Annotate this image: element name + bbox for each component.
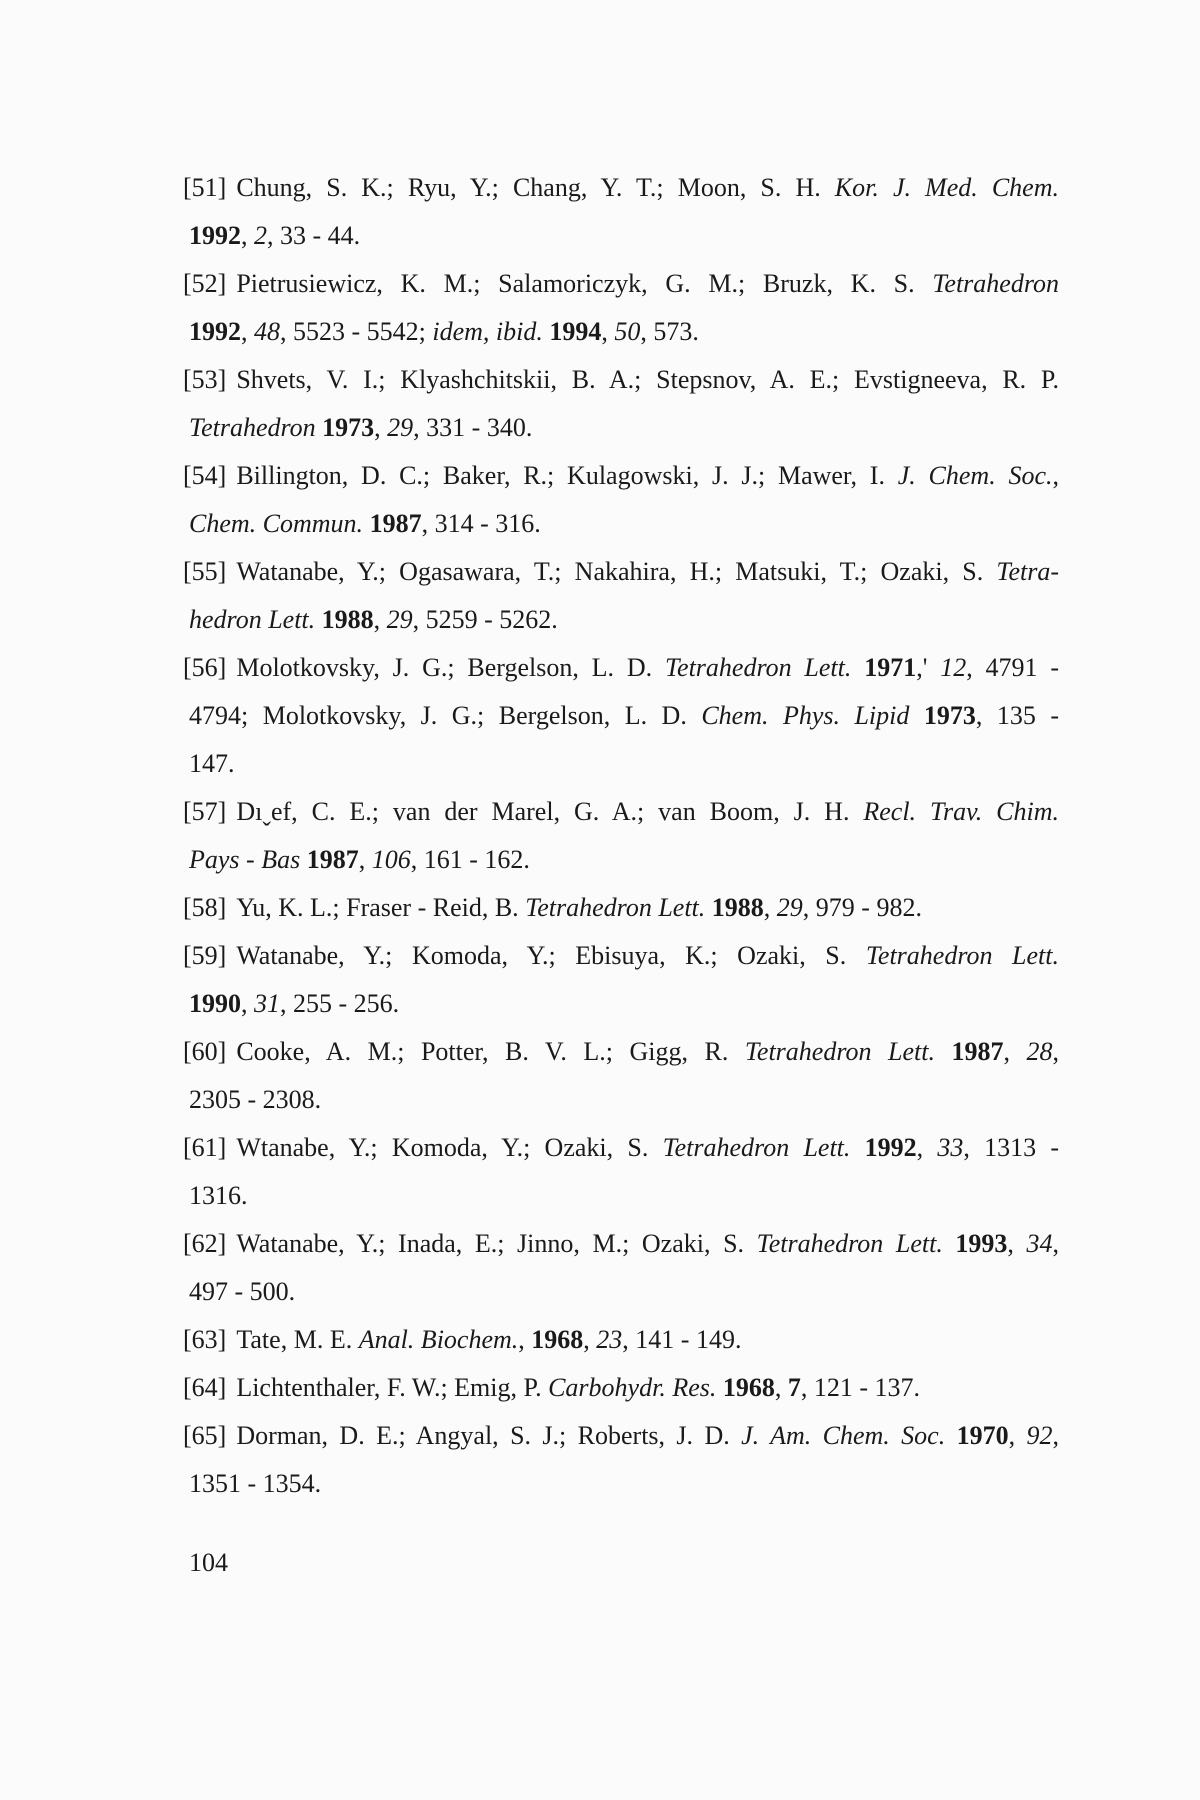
journal-or-volume-text: Chem. Commun. — [189, 509, 364, 538]
reference-entry — [183, 1364, 1059, 1412]
citation-text: , 979 - 982. — [802, 893, 922, 922]
reference-line — [183, 164, 1059, 212]
reference-entry — [183, 1028, 1059, 1124]
citation-text: 1316. — [189, 1181, 248, 1210]
journal-or-volume-text: 33 — [937, 1133, 964, 1162]
reference-line — [183, 548, 1059, 596]
citation-text: , 1313 - — [963, 1133, 1059, 1162]
year-text: 1973 — [322, 413, 375, 442]
year-text: 7 — [787, 1373, 801, 1402]
year-text: 1992 — [189, 317, 241, 346]
citation-text: Billington, D. C.; Baker, R.; Kulagowski, J. J.; Mawer, I. — [236, 461, 898, 490]
citation-text: , — [583, 1325, 597, 1354]
citation-text — [945, 1421, 956, 1450]
journal-or-volume-text: idem, ibid. — [432, 317, 543, 346]
reference-entry — [183, 932, 1059, 1028]
reference-entry — [183, 548, 1059, 644]
reference-line — [183, 1412, 1059, 1460]
citation-text — [909, 701, 923, 730]
journal-or-volume-text: Tetrahedron Lett. — [865, 941, 1059, 970]
journal-or-volume-text: Tetrahedron Lett. — [744, 1037, 935, 1066]
citation-text: 147. — [189, 749, 235, 778]
reference-entry — [183, 644, 1059, 788]
journal-or-volume-text: 34 — [1026, 1229, 1053, 1258]
citation-text: ,' — [916, 653, 941, 682]
citation-text: Chung, S. K.; Ryu, Y.; Chang, Y. T.; Moon, S. H. — [236, 173, 835, 202]
reference-line — [183, 1268, 1059, 1316]
reference-entry — [183, 1220, 1059, 1316]
year-text: 1990 — [189, 989, 241, 1018]
journal-or-volume-text: 28 — [1026, 1037, 1053, 1066]
citation-text: , — [763, 893, 777, 922]
citation-text: Watanabe, Y.; Ogasawara, T.; Nakahira, H.; Matsuki, T.; Ozaki, S. — [236, 557, 997, 586]
citation-text: , 331 - 340. — [413, 413, 533, 442]
citation-text: , 135 - — [975, 701, 1059, 730]
reference-entry — [183, 884, 1059, 932]
journal-or-volume-text: 31 — [254, 989, 280, 1018]
reference-line — [183, 1220, 1059, 1268]
year-text: 1994 — [549, 317, 602, 346]
year-text: 1988 — [321, 605, 374, 634]
reference-entry — [183, 1124, 1059, 1220]
reference-line — [183, 356, 1059, 404]
citation-text: , — [1007, 1229, 1027, 1258]
reference-line — [183, 212, 1059, 260]
year-text: 1970 — [956, 1421, 1009, 1450]
citation-text: 4794; Molotkovsky, J. G.; Bergelson, L. D. — [189, 701, 702, 730]
reference-line — [183, 500, 1059, 548]
journal-or-volume-text: 92 — [1026, 1421, 1053, 1450]
citation-text: 2305 - 2308. — [189, 1085, 322, 1114]
reference-line — [183, 788, 1059, 836]
citation-text: Wtanabe, Y.; Komoda, Y.; Ozaki, S. — [236, 1133, 663, 1162]
journal-or-volume-text: Kor. J. Med. Chem. — [834, 173, 1059, 202]
reference-line — [183, 452, 1059, 500]
citation-text: , — [241, 989, 254, 1018]
citation-text: Cooke, A. M.; Potter, B. V. L.; Gigg, R. — [236, 1037, 745, 1066]
citation-text: 1351 - 1354. — [189, 1469, 322, 1498]
citation-text: , — [1052, 1037, 1059, 1066]
journal-or-volume-text: 48 — [254, 317, 280, 346]
reference-line — [183, 1460, 1059, 1508]
reference-entry — [183, 1316, 1059, 1364]
reference-number: [61] — [183, 1133, 227, 1162]
journal-or-volume-text: Carbohydr. Res. — [548, 1373, 717, 1402]
journal-or-volume-text: J. Chem. Soc. — [897, 461, 1053, 490]
journal-or-volume-text: 50 — [614, 317, 641, 346]
reference-line — [183, 644, 1059, 692]
citation-text — [935, 1037, 952, 1066]
year-text: 1992 — [864, 1133, 917, 1162]
citation-text: , 255 - 256. — [280, 989, 400, 1018]
reference-number: [65] — [183, 1421, 227, 1450]
journal-or-volume-text: Chem. Phys. Lipid — [701, 701, 910, 730]
reference-number: [55] — [183, 557, 227, 586]
year-text: 1988 — [711, 893, 764, 922]
citation-text — [943, 1229, 956, 1258]
citation-text: , — [1003, 1037, 1027, 1066]
year-text: 1992 — [189, 221, 241, 250]
reference-line — [183, 836, 1059, 884]
citation-text: , — [374, 413, 388, 442]
reference-number: [60] — [183, 1037, 227, 1066]
journal-or-volume-text: Tetrahedron — [189, 413, 316, 442]
citation-text: , 314 - 316. — [421, 509, 541, 538]
page-number: 104 — [189, 1548, 228, 1577]
citation-text: Pietrusiewicz, K. M.; Salamoriczyk, G. M.; Bruzk, K. S. — [236, 269, 933, 298]
journal-or-volume-text: Pays - Bas — [189, 845, 301, 874]
reference-line — [183, 1124, 1059, 1172]
reference-list — [183, 164, 1059, 1508]
year-text: 1971 — [864, 653, 917, 682]
reference-line — [183, 884, 1059, 932]
citation-text: Dıˬef, C. E.; van der Marel, G. A.; van Boom, J. H. — [236, 797, 864, 826]
journal-or-volume-text: 29 — [776, 893, 803, 922]
reference-number: [54] — [183, 461, 227, 490]
citation-text: Watanabe, Y.; Komoda, Y.; Ebisuya, K.; Ozaki, S. — [236, 941, 866, 970]
journal-or-volume-text: hedron Lett. — [189, 605, 316, 634]
journal-or-volume-text: 12 — [940, 653, 967, 682]
year-text: 1987 — [369, 509, 422, 538]
reference-number: [57] — [183, 797, 227, 826]
reference-number: [59] — [183, 941, 227, 970]
reference-line — [183, 1172, 1059, 1220]
reference-line — [183, 740, 1059, 788]
citation-text: Tate, M. E. — [236, 1325, 359, 1354]
citation-text: , 121 - 137. — [800, 1373, 921, 1402]
citation-text: , 161 - 162. — [410, 845, 530, 874]
reference-number: [52] — [183, 269, 227, 298]
citation-text: Yu, K. L.; Fraser - Reid, B. — [236, 893, 526, 922]
reference-entry — [183, 164, 1059, 260]
citation-text: , 5259 - 5262. — [412, 605, 558, 634]
year-text: 1987 — [951, 1037, 1004, 1066]
citation-text: , 5523 - 5542; — [280, 317, 433, 346]
citation-text — [851, 653, 864, 682]
reference-entry — [183, 356, 1059, 452]
reference-line — [183, 692, 1059, 740]
reference-entry — [183, 1412, 1059, 1508]
reference-line — [183, 980, 1059, 1028]
journal-or-volume-text: 23 — [596, 1325, 623, 1354]
journal-or-volume-text: 106 — [371, 845, 411, 874]
reference-line — [183, 404, 1059, 452]
journal-or-volume-text: Tetrahedron Lett. — [664, 653, 852, 682]
citation-text: , — [916, 1133, 938, 1162]
reference-number: [62] — [183, 1229, 227, 1258]
journal-or-volume-text: Tetra- — [996, 557, 1059, 586]
journal-or-volume-text: Tetrahedron — [932, 269, 1059, 298]
citation-text: Dorman, D. E.; Angyal, S. J.; Roberts, J. D. — [236, 1421, 742, 1450]
reference-line — [183, 596, 1059, 644]
reference-entry — [183, 452, 1059, 548]
year-text: 1993 — [955, 1229, 1008, 1258]
year-text: 1968 — [531, 1325, 584, 1354]
reference-line — [183, 1028, 1059, 1076]
citation-text — [850, 1133, 864, 1162]
citation-text: , — [1052, 1421, 1059, 1450]
journal-or-volume-text: 29 — [386, 605, 413, 634]
journal-or-volume-text: Tetrahedron Lett. — [662, 1133, 851, 1162]
citation-text: Watanabe, Y.; Inada, E.; Jinno, M.; Ozaki, S. — [236, 1229, 757, 1258]
citation-text: Lichtenthaler, F. W.; Emig, P. — [236, 1373, 549, 1402]
reference-line — [183, 308, 1059, 356]
reference-number: [63] — [183, 1325, 227, 1354]
reference-entry — [183, 260, 1059, 356]
citation-text: , — [241, 317, 254, 346]
citation-text: , — [1052, 461, 1059, 490]
reference-line — [183, 932, 1059, 980]
citation-text: , — [1052, 1229, 1060, 1258]
reference-entry — [183, 788, 1059, 884]
year-text: 1968 — [722, 1373, 775, 1402]
reference-number: [64] — [183, 1373, 227, 1402]
citation-text: , — [518, 1325, 532, 1354]
reference-line — [183, 1076, 1059, 1124]
citation-text: , — [358, 845, 372, 874]
reference-line — [183, 260, 1059, 308]
reference-line — [183, 1316, 1059, 1364]
journal-or-volume-text: Anal. Biochem. — [358, 1325, 519, 1354]
reference-number: [56] — [183, 653, 227, 682]
citation-text: , — [1008, 1421, 1027, 1450]
citation-text: , 4791 - — [966, 653, 1059, 682]
year-text: 1973 — [923, 701, 976, 730]
journal-or-volume-text: Tetrahedron Lett. — [756, 1229, 943, 1258]
citation-text: , — [601, 317, 615, 346]
journal-or-volume-text: 2 — [254, 221, 267, 250]
citation-text: , 573. — [640, 317, 699, 346]
citation-text: Shvets, V. I.; Klyashchitskii, B. A.; Stepsnov, A. E.; Evstigneeva, R. P. — [236, 365, 1059, 394]
journal-or-volume-text: Recl. Trav. Chim. — [863, 797, 1060, 826]
citation-text: , — [774, 1373, 788, 1402]
citation-text: , — [373, 605, 387, 634]
citation-text: 497 - 500. — [189, 1277, 296, 1306]
journal-or-volume-text: Tetrahedron Lett. — [525, 893, 706, 922]
journal-or-volume-text: 29 — [387, 413, 414, 442]
reference-number: [53] — [183, 365, 227, 394]
citation-text: Molotkovsky, J. G.; Bergelson, L. D. — [236, 653, 665, 682]
journal-or-volume-text: J. Am. Chem. Soc. — [741, 1421, 946, 1450]
reference-number: [58] — [183, 893, 227, 922]
reference-number: [51] — [183, 173, 227, 202]
citation-text: , 141 - 149. — [622, 1325, 742, 1354]
citation-text: , — [241, 221, 254, 250]
year-text: 1987 — [306, 845, 359, 874]
reference-line — [183, 1364, 1059, 1412]
citation-text: , 33 - 44. — [267, 221, 361, 250]
